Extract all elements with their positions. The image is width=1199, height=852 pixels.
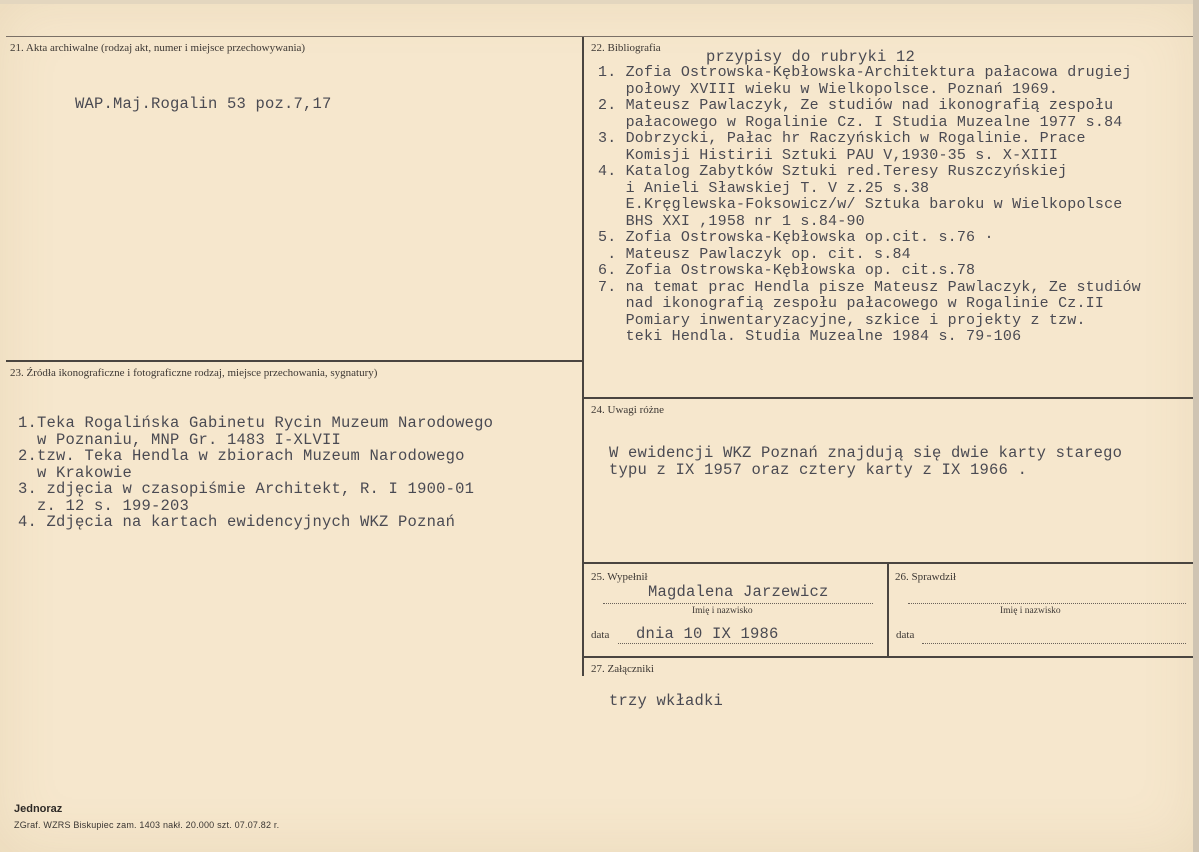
field-26-name-caption: Imię i nazwisko [1000,606,1061,616]
field-27-label: 27. Załączniki [591,663,654,675]
bibliography-line: Pomiary inwentaryzacyjne, szkice i projekty z tzw. [598,311,1086,329]
horizontal-divider-22-24 [583,397,1193,399]
field-22-heading: przypisy do rubryki 12 [706,48,916,66]
bibliography-line: i Anieli Sławskiej T. V z.25 s.38 [598,179,930,197]
iconographic-source-line: 1.Teka Rogalińska Gabinetu Rycin Muzeum Narodowego [18,414,494,432]
horizontal-divider-25-27 [583,656,1193,658]
iconographic-source-line: w Krakowie [18,463,133,482]
bibliography-line: . Mateusz Pawlaczyk op. cit. s.84 [598,245,911,263]
bibliography-line: Komisji Histirii Sztuki PAU V,1930-35 s. X-XIII [598,146,1059,164]
bibliography-line: 1. Zofia Ostrowska-Kębłowska-Architektura pałacowa drugiej [598,64,1132,81]
card-right-edge [1193,0,1199,852]
iconographic-source-line: 3. zdjęcia w czasopiśmie Architekt, R. I 1900-01 [18,480,475,498]
field-26-name-line [908,603,1186,604]
field-22-bibliography [598,65,1141,346]
bibliography-line: nad ikonografią zespołu pałacowego w Rogalinie Cz.II [598,295,1105,312]
bibliography-line: 4. Katalog Zabytków Sztuki red.Teresy Ruszczyńskiej [598,163,1068,180]
iconographic-source-line: 2.tzw. Teka Hendla w zbiorach Muzeum Narodowego [18,447,465,465]
bibliography-line: 2. Mateusz Pawlaczyk, Ze studiów nad ikonografią zespołu [598,97,1114,114]
field-24-label: 24. Uwagi różne [591,404,665,416]
vertical-divider-main [582,36,584,676]
iconographic-source-line: w Poznaniu, MNP Gr. 1483 I-XLVII [18,430,342,449]
bibliography-line: E.Kręglewska-Foksowicz/w/ Sztuka baroku w Wielkopolsce [598,196,1123,213]
field-26-date-label: data [896,629,915,641]
note-line: W ewidencji WKZ Poznań znajdują się dwie karty starego [609,444,1123,462]
footer-title: Jednoraz [14,803,63,815]
vertical-divider-25-26 [887,562,889,657]
footer-print-info: ZGraf. WZRS Biskupiec zam. 1403 nakł. 20.000 szt. 07.07.82 r. [14,820,280,830]
field-26-label: 26. Sprawdził [895,571,957,583]
bibliography-line: 7. na temat prac Hendla pisze Mateusz Pawlaczyk, Ze studiów [598,278,1141,296]
bibliography-line: 5. Zofia Ostrowska-Kębłowska op.cit. s.76 · [598,229,994,246]
field-23-sources [18,415,493,531]
bibliography-line: pałacowego w Rogalinie Cz. I Studia Muzealne 1977 s.84 [598,113,1123,131]
field-25-name: Magdalena Jarzewicz [648,583,829,601]
bibliography-line: połowy XVIII wieku w Wielkopolsce. Poznań 1969. [598,80,1059,98]
horizontal-divider-21-23 [6,360,582,362]
field-21-label: 21. Akta archiwalne (rodzaj akt, numer i miejsce przechowywania) [10,42,306,54]
card-top-edge [0,0,1199,4]
field-24-notes [609,444,1122,477]
field-25-date-value: dnia 10 IX 1986 [636,625,779,643]
field-21-content: WAP.Maj.Rogalin 53 poz.7,17 [75,95,332,113]
field-25-name-line [603,603,873,604]
field-22-label: 22. Bibliografia [591,42,661,54]
field-23-label: 23. Źródła ikonograficzne i fotograficzne rodzaj, miejsce przechowania, sygnatury) [10,367,378,379]
iconographic-source-line: 4. Zdjęcia na kartach ewidencyjnych WKZ Poznań [18,513,456,531]
field-26-date-line [922,643,1186,644]
bibliography-line: 6. Zofia Ostrowska-Kębłowska op. cit.s.78 [598,262,976,279]
top-border-line [6,36,1193,37]
field-25-name-caption: Imię i nazwisko [692,606,753,616]
bibliography-line: BHS XXI ,1958 nr 1 s.84-90 [598,212,865,230]
field-25-label: 25. Wypełnił [591,571,648,583]
bibliography-line: teki Hendla. Studia Muzealne 1984 s. 79-106 [598,328,1022,345]
bibliography-line: 3. Dobrzycki, Pałac hr Raczyńskich w Rogalinie. Prace [598,130,1086,147]
iconographic-source-line: z. 12 s. 199-203 [18,496,190,515]
note-line: typu z IX 1957 oraz cztery karty z IX 1966 . [609,460,1028,479]
field-27-content: trzy wkładki [609,692,724,710]
field-25-date-line [618,643,873,644]
field-25-date-label: data [591,629,610,641]
